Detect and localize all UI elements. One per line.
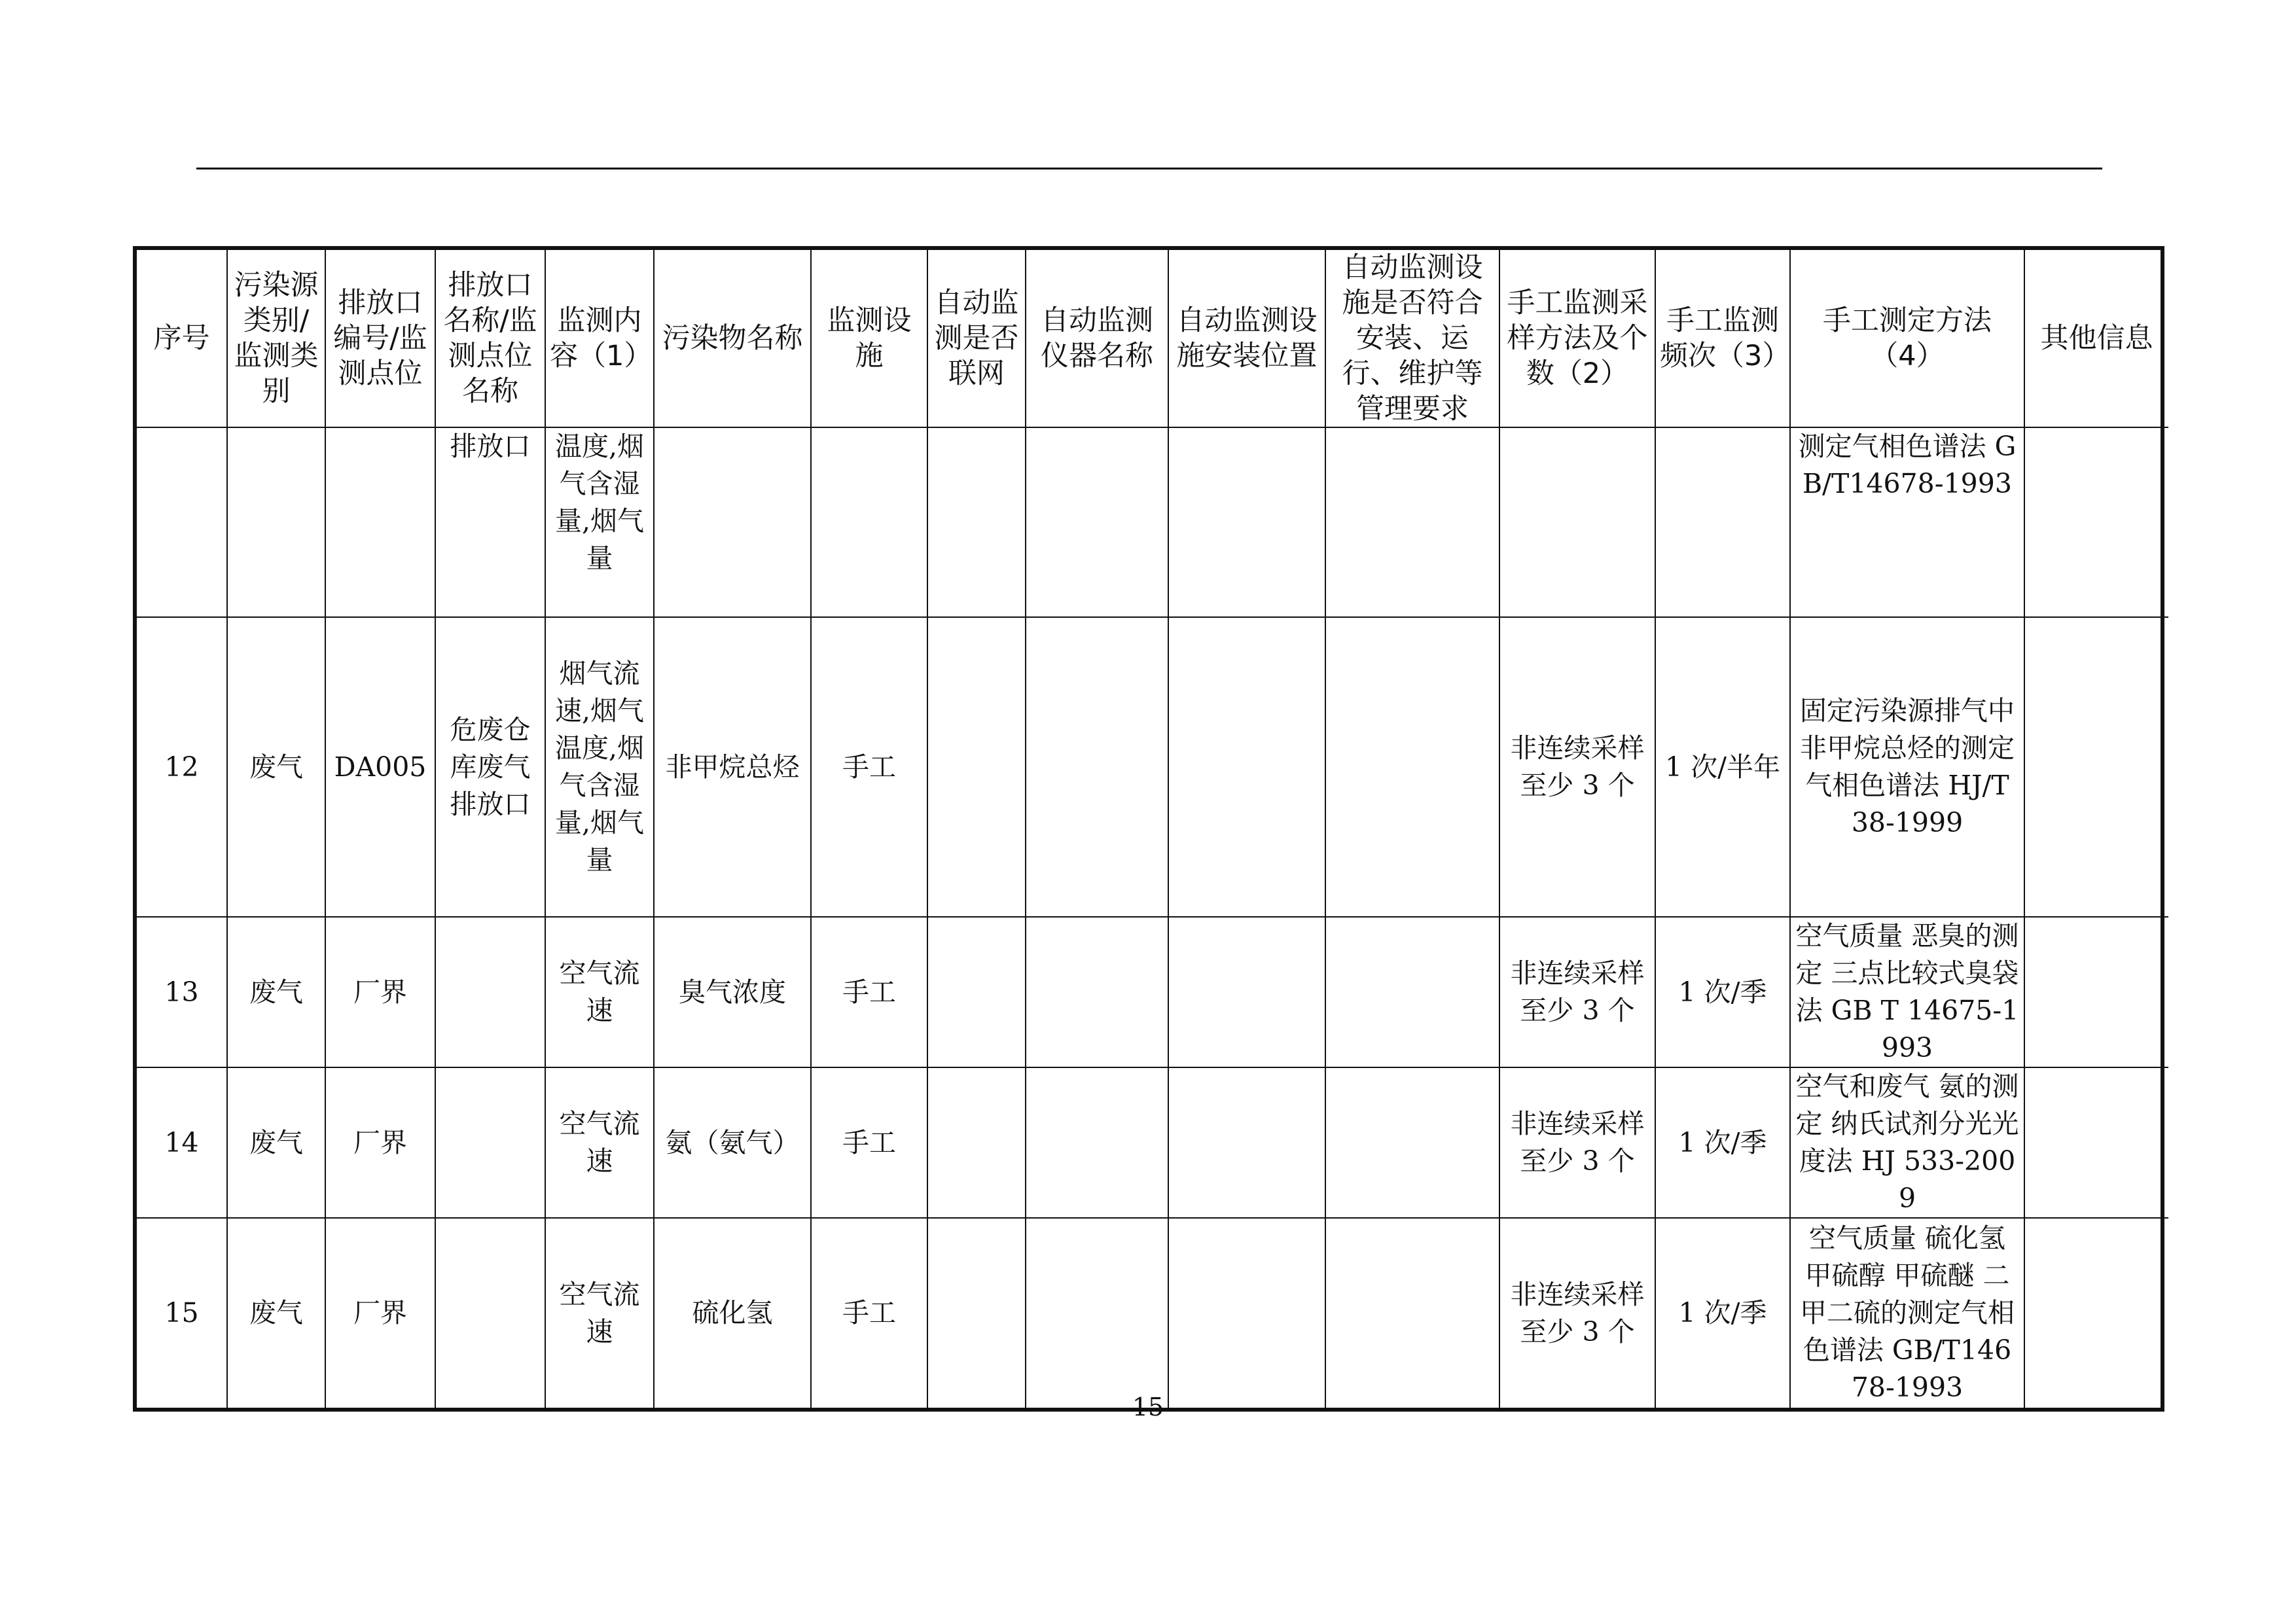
table-cell: [435, 917, 545, 1067]
table-cell: [927, 917, 1026, 1067]
table-cell: 排放口: [435, 427, 545, 617]
table-cell: 废气: [227, 1218, 325, 1408]
header-rule: [196, 168, 2102, 169]
table-cell: 非连续采样 至少 3 个: [1499, 1067, 1655, 1218]
table-cell: 空气质量 硫化氢 甲硫醇 甲硫醚 二甲二硫的测定气相色谱法 GB/T14678-1993: [1790, 1218, 2024, 1408]
table-cell: 温度,烟气含湿量,烟气量: [545, 427, 654, 617]
table-cell: 1 次/季: [1655, 917, 1790, 1067]
table-cell: 测定气相色谱法 GB/T14678-1993: [1790, 427, 2024, 617]
monitoring-table: [137, 250, 2168, 1408]
table-cell: 烟气流速,烟气温度,烟气含湿量,烟气量: [545, 617, 654, 917]
table-cell: 手工: [811, 1218, 927, 1408]
table-cell: [1168, 427, 1325, 617]
table-cell: 手工: [811, 617, 927, 917]
header-cell: 自动监测仪器名称: [1026, 250, 1168, 427]
table-cell: [927, 617, 1026, 917]
table-cell: [1026, 427, 1168, 617]
table-cell: [811, 427, 927, 617]
table-cell: [1499, 427, 1655, 617]
table-cell: [1168, 1067, 1325, 1218]
table-cell: 臭气浓度: [654, 917, 811, 1067]
table-cell: [2024, 427, 2168, 617]
table-cell: 空气质量 恶臭的测定 三点比较式臭袋法 GB T 14675-1993: [1790, 917, 2024, 1067]
header-cell: 污染物名称: [654, 250, 811, 427]
table-cell: 废气: [227, 1067, 325, 1218]
table-cell: 氨（氨气）: [654, 1067, 811, 1218]
table-cell: [927, 1218, 1026, 1408]
table-row: [137, 427, 2168, 617]
table-cell: [1026, 1067, 1168, 1218]
table-cell: DA005: [325, 617, 435, 917]
header-cell: 排放口名称/监测点位名称: [435, 250, 545, 427]
table-cell: 1 次/半年: [1655, 617, 1790, 917]
table-row: [137, 617, 2168, 917]
table-cell: 空气流速: [545, 1067, 654, 1218]
table-cell: [1325, 427, 1499, 617]
table-cell: 硫化氢: [654, 1218, 811, 1408]
table-cell: [325, 427, 435, 617]
table-cell: [1026, 1218, 1168, 1408]
table-cell: [1325, 1218, 1499, 1408]
table-cell: 厂界: [325, 1067, 435, 1218]
page-number: 15: [1132, 1393, 1164, 1421]
header-cell: 手工测定方法（4）: [1790, 250, 2024, 427]
table-cell: [2024, 617, 2168, 917]
table-cell: [435, 1218, 545, 1408]
table-cell: 空气和废气 氨的测定 纳氏试剂分光光度法 HJ 533-2009: [1790, 1067, 2024, 1218]
monitoring-table-frame: [133, 246, 2164, 1412]
table-cell: 13: [137, 917, 227, 1067]
header-cell: 序号: [137, 250, 227, 427]
table-cell: 12: [137, 617, 227, 917]
header-cell: 污染源类别/监测类别: [227, 250, 325, 427]
table-cell: [654, 427, 811, 617]
table-cell: 废气: [227, 617, 325, 917]
header-cell: 自动监测是否联网: [927, 250, 1026, 427]
table-cell: 1 次/季: [1655, 1067, 1790, 1218]
table-cell: [1168, 917, 1325, 1067]
table-cell: 废气: [227, 917, 325, 1067]
table-cell: [1325, 917, 1499, 1067]
table-cell: 1 次/季: [1655, 1218, 1790, 1408]
table-row: [137, 1067, 2168, 1218]
table-cell: [2024, 917, 2168, 1067]
table-cell: 手工: [811, 1067, 927, 1218]
header-cell: 排放口编号/监测点位: [325, 250, 435, 427]
table-header-row: [137, 250, 2168, 427]
header-cell: 监测内容（1）: [545, 250, 654, 427]
table-cell: 非连续采样 至少 3 个: [1499, 1218, 1655, 1408]
table-cell: 危废仓库废气排放口: [435, 617, 545, 917]
header-cell: 监测设施: [811, 250, 927, 427]
table-cell: 非连续采样 至少 3 个: [1499, 617, 1655, 917]
table-cell: 手工: [811, 917, 927, 1067]
table-cell: [227, 427, 325, 617]
table-row: [137, 1218, 2168, 1408]
table-cell: [927, 427, 1026, 617]
table-cell: 厂界: [325, 1218, 435, 1408]
table-cell: [927, 1067, 1026, 1218]
table-cell: 空气流速: [545, 1218, 654, 1408]
table-cell: 固定污染源排气中非甲烷总烃的测定 气相色谱法 HJ/T 38-1999: [1790, 617, 2024, 917]
table-cell: 非甲烷总烃: [654, 617, 811, 917]
table-cell: [2024, 1067, 2168, 1218]
table-cell: 14: [137, 1067, 227, 1218]
table-cell: [1325, 617, 1499, 917]
table-cell: [2024, 1218, 2168, 1408]
table-cell: [137, 427, 227, 617]
table-cell: 空气流速: [545, 917, 654, 1067]
table-cell: [435, 1067, 545, 1218]
header-cell: 手工监测采样方法及个数（2）: [1499, 250, 1655, 427]
table-cell: 非连续采样 至少 3 个: [1499, 917, 1655, 1067]
table-cell: [1026, 917, 1168, 1067]
table-cell: [1655, 427, 1790, 617]
table-row: [137, 917, 2168, 1067]
header-cell: 自动监测设施安装位置: [1168, 250, 1325, 427]
table-cell: [1026, 617, 1168, 917]
table-cell: [1325, 1067, 1499, 1218]
header-cell: 手工监测频次（3）: [1655, 250, 1790, 427]
table-cell: [1168, 1218, 1325, 1408]
header-cell: 自动监测设施是否符合安装、运行、维护等管理要求: [1325, 250, 1499, 427]
header-cell: 其他信息: [2024, 250, 2168, 427]
table-cell: 15: [137, 1218, 227, 1408]
table-cell: [1168, 617, 1325, 917]
table-cell: 厂界: [325, 917, 435, 1067]
